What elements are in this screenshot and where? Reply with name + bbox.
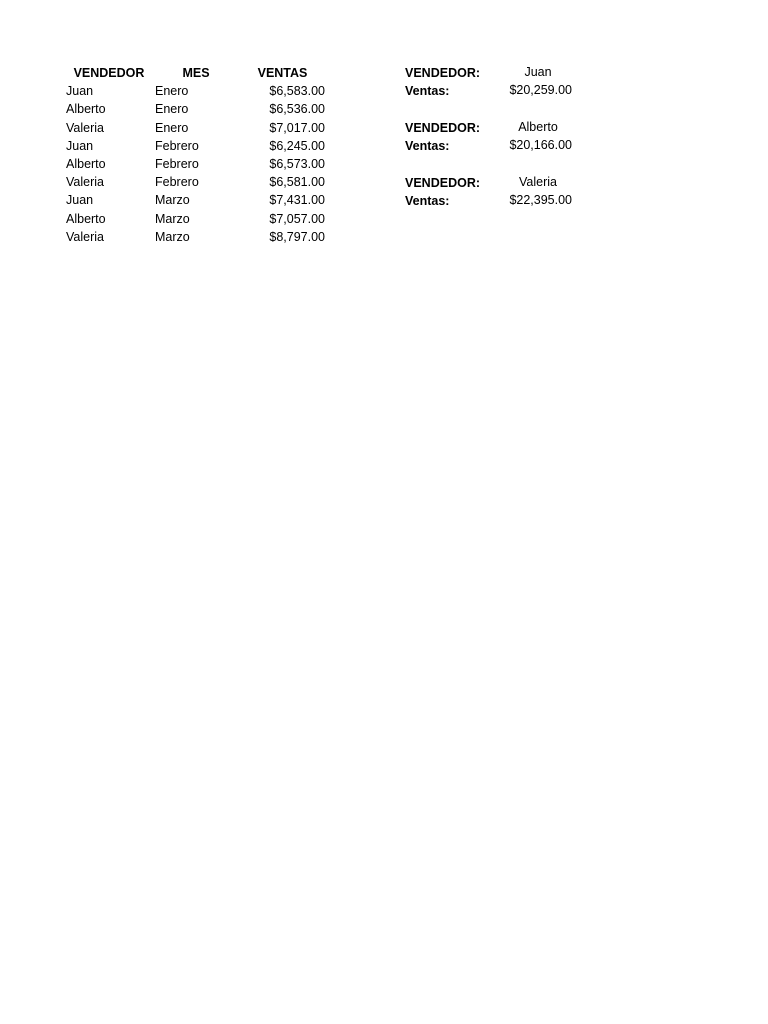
cell-vendedor: Alberto <box>66 156 106 171</box>
table-row <box>60 119 330 137</box>
summary-vendedor-value: Alberto <box>518 120 558 134</box>
summary-vendedor-row <box>400 64 580 82</box>
table-row <box>60 82 330 100</box>
cell-ventas: $6,581.00 <box>269 175 325 190</box>
cell-mes: Febrero <box>155 156 199 171</box>
summary-vendedor-label: VENDEDOR: <box>405 176 481 190</box>
cell-vendedor: Alberto <box>66 211 106 226</box>
summary-block-alberto <box>400 119 580 155</box>
table-row <box>60 137 330 155</box>
cell-mes: Enero <box>155 102 189 117</box>
summary-ventas-value: $20,166.00 <box>509 138 572 153</box>
cell-vendedor: Valeria <box>66 120 104 135</box>
cell-mes: Enero <box>155 84 189 99</box>
header-mes: MES <box>182 66 210 80</box>
summary-vendedor-label: VENDEDOR: <box>405 66 481 80</box>
summary-ventas-label: Ventas: <box>405 139 450 154</box>
cell-mes: Marzo <box>155 193 190 208</box>
summary-ventas-label: Ventas: <box>405 194 450 209</box>
cell-mes: Enero <box>155 120 189 135</box>
table-row <box>60 228 330 246</box>
summary-block-valeria <box>400 174 580 210</box>
table-row <box>60 155 330 173</box>
summary-ventas-row <box>400 192 580 210</box>
cell-vendedor: Valeria <box>66 175 104 190</box>
cell-vendedor: Juan <box>66 84 94 99</box>
summary-ventas-label: Ventas: <box>405 84 450 99</box>
cell-vendedor: Juan <box>66 138 94 153</box>
header-vendedor: VENDEDOR <box>73 66 145 80</box>
summary-vendedor-value: Valeria <box>519 175 557 189</box>
summary-vendedor-row <box>400 174 580 192</box>
cell-ventas: $6,583.00 <box>269 84 325 99</box>
table-header-row <box>60 64 330 82</box>
summary-ventas-value: $22,395.00 <box>509 193 572 208</box>
cell-ventas: $7,431.00 <box>269 193 325 208</box>
cell-mes: Febrero <box>155 138 199 153</box>
summary-ventas-row <box>400 137 580 155</box>
cell-vendedor: Valeria <box>66 229 104 244</box>
summary-vendedor-row <box>400 119 580 137</box>
cell-ventas: $7,057.00 <box>269 211 325 226</box>
summary-block-juan <box>400 64 580 100</box>
table-row <box>60 210 330 228</box>
summary-vendedor-value: Juan <box>524 65 552 79</box>
cell-vendedor: Juan <box>66 193 94 208</box>
cell-mes: Febrero <box>155 175 199 190</box>
cell-ventas: $6,536.00 <box>269 102 325 117</box>
summary-ventas-value: $20,259.00 <box>509 83 572 98</box>
cell-ventas: $7,017.00 <box>269 120 325 135</box>
cell-vendedor: Alberto <box>66 102 106 117</box>
cell-mes: Marzo <box>155 211 190 226</box>
summary-vendedor-label: VENDEDOR: <box>405 121 481 135</box>
cell-ventas: $6,573.00 <box>269 156 325 171</box>
cell-mes: Marzo <box>155 229 190 244</box>
summary-ventas-row <box>400 82 580 100</box>
cell-ventas: $8,797.00 <box>269 229 325 244</box>
header-ventas: VENTAS <box>257 66 308 80</box>
cell-ventas: $6,245.00 <box>269 138 325 153</box>
table-row <box>60 173 330 191</box>
sales-table <box>60 64 330 246</box>
table-row <box>60 100 330 118</box>
table-row <box>60 191 330 209</box>
